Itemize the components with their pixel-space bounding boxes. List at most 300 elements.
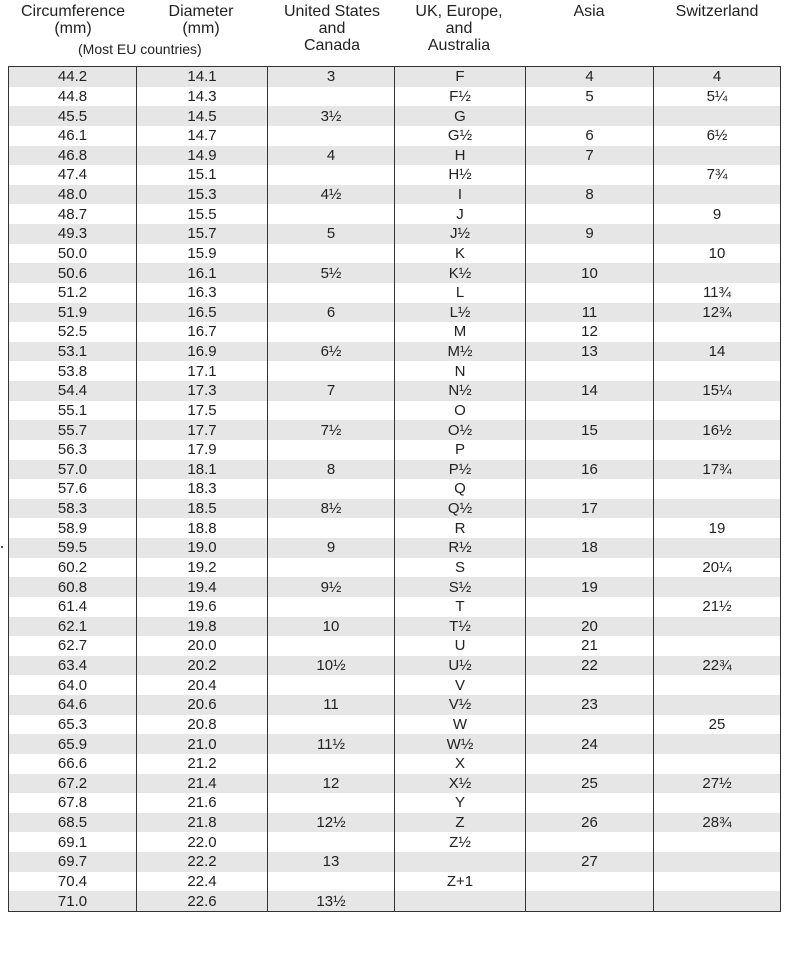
table-row <box>9 224 781 244</box>
diameter-cell: 21.2 <box>137 754 268 774</box>
table-row <box>9 499 781 519</box>
table-row <box>9 872 781 892</box>
diameter-cell: 22.0 <box>137 832 268 852</box>
circumference-cell: 57.0 <box>9 460 137 480</box>
table-row <box>9 263 781 283</box>
asia-size-cell: 23 <box>526 695 654 715</box>
asia-size-cell: 15 <box>526 420 654 440</box>
uk-size-cell: J <box>395 204 526 224</box>
header-circumference-note: (Most EU countries) <box>78 41 202 57</box>
us-size-cell: 8 <box>268 460 395 480</box>
diameter-cell: 15.1 <box>137 165 268 185</box>
table-row <box>9 852 781 872</box>
diameter-cell: 20.6 <box>137 695 268 715</box>
circumference-cell: 60.2 <box>9 558 137 578</box>
circumference-cell: 65.9 <box>9 734 137 754</box>
swiss-size-cell: 28¾ <box>654 813 781 833</box>
diameter-cell: 14.3 <box>137 87 268 107</box>
header-uk-line3: Australia <box>427 37 491 54</box>
us-size-cell: 12 <box>268 774 395 794</box>
us-size-cell <box>268 675 395 695</box>
swiss-size-cell: 6½ <box>654 126 781 146</box>
asia-size-cell: 14 <box>526 381 654 401</box>
table-row <box>9 832 781 852</box>
asia-size-cell <box>526 106 654 126</box>
diameter-cell: 18.8 <box>137 518 268 538</box>
table-row <box>9 538 781 558</box>
asia-size-cell: 9 <box>526 224 654 244</box>
circumference-cell: 64.0 <box>9 675 137 695</box>
diameter-cell: 16.3 <box>137 283 268 303</box>
table-row <box>9 67 781 87</box>
us-size-cell <box>268 165 395 185</box>
swiss-size-cell: 16½ <box>654 420 781 440</box>
diameter-cell: 17.7 <box>137 420 268 440</box>
circumference-cell: 50.0 <box>9 244 137 264</box>
us-size-cell: 13½ <box>268 891 395 911</box>
swiss-size-cell: 10 <box>654 244 781 264</box>
asia-size-cell <box>526 204 654 224</box>
diameter-cell: 16.9 <box>137 342 268 362</box>
diameter-cell: 15.7 <box>137 224 268 244</box>
asia-size-cell <box>526 597 654 617</box>
circumference-cell: 67.8 <box>9 793 137 813</box>
us-size-cell <box>268 715 395 735</box>
swiss-size-cell <box>654 891 781 911</box>
swiss-size-cell <box>654 361 781 381</box>
header-us-canada <box>267 3 397 54</box>
table-row <box>9 185 781 205</box>
asia-size-cell: 27 <box>526 852 654 872</box>
asia-size-cell <box>526 518 654 538</box>
header-asia-line1: Asia <box>573 3 605 20</box>
uk-size-cell: Z+1 <box>395 872 526 892</box>
us-size-cell: 6½ <box>268 342 395 362</box>
header-circumference-line2: (mm) <box>54 20 92 37</box>
uk-size-cell: U <box>395 636 526 656</box>
table-row <box>9 244 781 264</box>
asia-size-cell <box>526 479 654 499</box>
us-size-cell: 4 <box>268 146 395 166</box>
swiss-size-cell <box>654 754 781 774</box>
uk-size-cell: L½ <box>395 303 526 323</box>
uk-size-cell <box>395 852 526 872</box>
diameter-cell: 17.3 <box>137 381 268 401</box>
uk-size-cell: Z <box>395 813 526 833</box>
circumference-cell: 44.2 <box>9 67 137 87</box>
asia-size-cell: 13 <box>526 342 654 362</box>
swiss-size-cell: 19 <box>654 518 781 538</box>
swiss-size-cell: 12¾ <box>654 303 781 323</box>
header-circumference <box>8 3 138 37</box>
diameter-cell: 21.4 <box>137 774 268 794</box>
asia-size-cell <box>526 558 654 578</box>
table-row <box>9 440 781 460</box>
asia-size-cell: 16 <box>526 460 654 480</box>
uk-size-cell: K½ <box>395 263 526 283</box>
us-size-cell: 10½ <box>268 656 395 676</box>
header-uk-line1: UK, Europe, <box>415 3 503 20</box>
uk-size-cell: R <box>395 518 526 538</box>
asia-size-cell: 24 <box>526 734 654 754</box>
circumference-cell: 69.7 <box>9 852 137 872</box>
table-row <box>9 146 781 166</box>
circumference-cell: 51.9 <box>9 303 137 323</box>
swiss-size-cell <box>654 106 781 126</box>
diameter-cell: 20.4 <box>137 675 268 695</box>
us-size-cell <box>268 87 395 107</box>
circumference-cell: 55.1 <box>9 401 137 421</box>
asia-size-cell: 12 <box>526 322 654 342</box>
swiss-size-cell <box>654 852 781 872</box>
us-size-cell: 4½ <box>268 185 395 205</box>
diameter-cell: 14.7 <box>137 126 268 146</box>
asia-size-cell: 26 <box>526 813 654 833</box>
circumference-cell: 44.8 <box>9 87 137 107</box>
table-row <box>9 636 781 656</box>
circumference-cell: 69.1 <box>9 832 137 852</box>
swiss-size-cell <box>654 263 781 283</box>
diameter-cell: 17.5 <box>137 401 268 421</box>
swiss-size-cell <box>654 479 781 499</box>
circumference-cell: 57.6 <box>9 479 137 499</box>
table-row <box>9 813 781 833</box>
diameter-cell: 14.1 <box>137 67 268 87</box>
header-uk-europe-australia <box>394 3 524 54</box>
asia-size-cell: 18 <box>526 538 654 558</box>
us-size-cell: 9½ <box>268 577 395 597</box>
us-size-cell <box>268 479 395 499</box>
diameter-cell: 21.6 <box>137 793 268 813</box>
asia-size-cell <box>526 361 654 381</box>
swiss-size-cell: 17¾ <box>654 460 781 480</box>
table-row <box>9 695 781 715</box>
table-row <box>9 303 781 323</box>
diameter-cell: 15.5 <box>137 204 268 224</box>
circumference-cell: 55.7 <box>9 420 137 440</box>
uk-size-cell: G½ <box>395 126 526 146</box>
uk-size-cell: P½ <box>395 460 526 480</box>
us-size-cell <box>268 793 395 813</box>
circumference-cell: 67.2 <box>9 774 137 794</box>
asia-size-cell <box>526 675 654 695</box>
asia-size-cell <box>526 244 654 264</box>
uk-size-cell: T <box>395 597 526 617</box>
stray-dot <box>1 546 3 548</box>
table-row <box>9 361 781 381</box>
uk-size-cell: Z½ <box>395 832 526 852</box>
swiss-size-cell <box>654 617 781 637</box>
us-size-cell: 5 <box>268 224 395 244</box>
us-size-cell <box>268 597 395 617</box>
diameter-cell: 21.8 <box>137 813 268 833</box>
asia-size-cell <box>526 165 654 185</box>
circumference-cell: 54.4 <box>9 381 137 401</box>
uk-size-cell: H½ <box>395 165 526 185</box>
ring-size-table <box>8 66 781 912</box>
diameter-cell: 16.5 <box>137 303 268 323</box>
header-diameter-line2: (mm) <box>182 20 220 37</box>
asia-size-cell: 25 <box>526 774 654 794</box>
us-size-cell <box>268 440 395 460</box>
swiss-size-cell: 4 <box>654 67 781 87</box>
diameter-cell: 16.1 <box>137 263 268 283</box>
us-size-cell: 7½ <box>268 420 395 440</box>
diameter-cell: 18.5 <box>137 499 268 519</box>
uk-size-cell: I <box>395 185 526 205</box>
uk-size-cell: S½ <box>395 577 526 597</box>
us-size-cell: 7 <box>268 381 395 401</box>
uk-size-cell: W½ <box>395 734 526 754</box>
us-size-cell <box>268 126 395 146</box>
asia-size-cell <box>526 832 654 852</box>
circumference-cell: 68.5 <box>9 813 137 833</box>
header-asia <box>525 3 653 20</box>
asia-size-cell <box>526 715 654 735</box>
swiss-size-cell <box>654 577 781 597</box>
header-circumference-line1: Circumference <box>20 3 126 20</box>
swiss-size-cell <box>654 793 781 813</box>
table-row <box>9 891 781 911</box>
asia-size-cell: 11 <box>526 303 654 323</box>
asia-size-cell <box>526 440 654 460</box>
uk-size-cell: N½ <box>395 381 526 401</box>
swiss-size-cell: 25 <box>654 715 781 735</box>
circumference-cell: 66.6 <box>9 754 137 774</box>
table-row <box>9 577 781 597</box>
asia-size-cell <box>526 793 654 813</box>
diameter-cell: 15.9 <box>137 244 268 264</box>
circumference-cell: 65.3 <box>9 715 137 735</box>
uk-size-cell: Q <box>395 479 526 499</box>
diameter-cell: 20.8 <box>137 715 268 735</box>
header-switzerland <box>653 3 781 20</box>
circumference-cell: 70.4 <box>9 872 137 892</box>
uk-size-cell <box>395 891 526 911</box>
uk-size-cell: J½ <box>395 224 526 244</box>
us-size-cell <box>268 401 395 421</box>
swiss-size-cell: 27½ <box>654 774 781 794</box>
uk-size-cell: O½ <box>395 420 526 440</box>
swiss-size-cell: 21½ <box>654 597 781 617</box>
asia-size-cell <box>526 283 654 303</box>
us-size-cell <box>268 636 395 656</box>
circumference-cell: 58.9 <box>9 518 137 538</box>
swiss-size-cell: 20¼ <box>654 558 781 578</box>
asia-size-cell: 20 <box>526 617 654 637</box>
diameter-cell: 14.5 <box>137 106 268 126</box>
swiss-size-cell <box>654 734 781 754</box>
us-size-cell: 11 <box>268 695 395 715</box>
asia-size-cell: 10 <box>526 263 654 283</box>
diameter-cell: 14.9 <box>137 146 268 166</box>
diameter-cell: 19.8 <box>137 617 268 637</box>
uk-size-cell: V <box>395 675 526 695</box>
header-diameter-line1: Diameter <box>168 3 234 20</box>
us-size-cell: 9 <box>268 538 395 558</box>
us-size-cell <box>268 361 395 381</box>
asia-size-cell: 4 <box>526 67 654 87</box>
uk-size-cell: Y <box>395 793 526 813</box>
table-row <box>9 656 781 676</box>
header-uk-line2: and <box>445 20 473 37</box>
uk-size-cell: X½ <box>395 774 526 794</box>
uk-size-cell: V½ <box>395 695 526 715</box>
swiss-size-cell: 5¼ <box>654 87 781 107</box>
table-row <box>9 322 781 342</box>
diameter-cell: 22.6 <box>137 891 268 911</box>
table-row <box>9 342 781 362</box>
circumference-cell: 71.0 <box>9 891 137 911</box>
swiss-size-cell <box>654 499 781 519</box>
circumference-cell: 62.7 <box>9 636 137 656</box>
circumference-cell: 59.5 <box>9 538 137 558</box>
asia-size-cell: 6 <box>526 126 654 146</box>
swiss-size-cell <box>654 675 781 695</box>
swiss-size-cell <box>654 224 781 244</box>
circumference-cell: 49.3 <box>9 224 137 244</box>
asia-size-cell: 7 <box>526 146 654 166</box>
diameter-cell: 22.4 <box>137 872 268 892</box>
swiss-size-cell <box>654 832 781 852</box>
us-size-cell <box>268 558 395 578</box>
uk-size-cell: S <box>395 558 526 578</box>
circumference-cell: 58.3 <box>9 499 137 519</box>
uk-size-cell: M <box>395 322 526 342</box>
swiss-size-cell: 22¾ <box>654 656 781 676</box>
circumference-cell: 53.1 <box>9 342 137 362</box>
us-size-cell <box>268 204 395 224</box>
table-row <box>9 675 781 695</box>
asia-size-cell <box>526 754 654 774</box>
uk-size-cell: O <box>395 401 526 421</box>
swiss-size-cell <box>654 322 781 342</box>
table-row <box>9 126 781 146</box>
table-row <box>9 460 781 480</box>
circumference-cell: 52.5 <box>9 322 137 342</box>
table-row <box>9 420 781 440</box>
uk-size-cell: N <box>395 361 526 381</box>
circumference-cell: 61.4 <box>9 597 137 617</box>
diameter-cell: 20.0 <box>137 636 268 656</box>
uk-size-cell: W <box>395 715 526 735</box>
circumference-cell: 48.7 <box>9 204 137 224</box>
table-row <box>9 401 781 421</box>
table-row <box>9 518 781 538</box>
us-size-cell: 13 <box>268 852 395 872</box>
table-row <box>9 479 781 499</box>
table-row <box>9 165 781 185</box>
us-size-cell <box>268 283 395 303</box>
swiss-size-cell: 15¼ <box>654 381 781 401</box>
swiss-size-cell: 9 <box>654 204 781 224</box>
swiss-size-cell <box>654 695 781 715</box>
asia-size-cell: 8 <box>526 185 654 205</box>
diameter-cell: 17.9 <box>137 440 268 460</box>
table-header <box>8 0 782 64</box>
circumference-cell: 53.8 <box>9 361 137 381</box>
table-row <box>9 793 781 813</box>
us-size-cell <box>268 832 395 852</box>
diameter-cell: 19.2 <box>137 558 268 578</box>
uk-size-cell: K <box>395 244 526 264</box>
uk-size-cell: U½ <box>395 656 526 676</box>
us-size-cell: 11½ <box>268 734 395 754</box>
table-row <box>9 597 781 617</box>
us-size-cell: 8½ <box>268 499 395 519</box>
asia-size-cell <box>526 401 654 421</box>
diameter-cell: 19.6 <box>137 597 268 617</box>
asia-size-cell: 22 <box>526 656 654 676</box>
swiss-size-cell <box>654 538 781 558</box>
us-size-cell: 3 <box>268 67 395 87</box>
uk-size-cell: M½ <box>395 342 526 362</box>
table-row <box>9 774 781 794</box>
us-size-cell <box>268 754 395 774</box>
asia-size-cell: 17 <box>526 499 654 519</box>
circumference-cell: 63.4 <box>9 656 137 676</box>
header-us-line1: United States <box>283 3 381 20</box>
us-size-cell <box>268 518 395 538</box>
uk-size-cell: Q½ <box>395 499 526 519</box>
diameter-cell: 19.4 <box>137 577 268 597</box>
circumference-cell: 48.0 <box>9 185 137 205</box>
table-row <box>9 734 781 754</box>
header-us-line3: Canada <box>303 37 361 54</box>
circumference-cell: 45.5 <box>9 106 137 126</box>
table-row <box>9 204 781 224</box>
header-us-line2: and <box>318 20 346 37</box>
uk-size-cell: R½ <box>395 538 526 558</box>
asia-size-cell <box>526 872 654 892</box>
diameter-cell: 19.0 <box>137 538 268 558</box>
circumference-cell: 46.8 <box>9 146 137 166</box>
asia-size-cell: 21 <box>526 636 654 656</box>
circumference-cell: 51.2 <box>9 283 137 303</box>
asia-size-cell: 5 <box>526 87 654 107</box>
uk-size-cell: G <box>395 106 526 126</box>
header-swiss-line1: Switzerland <box>675 3 759 20</box>
swiss-size-cell <box>654 440 781 460</box>
circumference-cell: 62.1 <box>9 617 137 637</box>
diameter-cell: 15.3 <box>137 185 268 205</box>
table-row <box>9 106 781 126</box>
swiss-size-cell <box>654 185 781 205</box>
diameter-cell: 22.2 <box>137 852 268 872</box>
diameter-cell: 18.3 <box>137 479 268 499</box>
asia-size-cell <box>526 891 654 911</box>
circumference-cell: 47.4 <box>9 165 137 185</box>
swiss-size-cell <box>654 872 781 892</box>
circumference-cell: 60.8 <box>9 577 137 597</box>
table-row <box>9 754 781 774</box>
table-row <box>9 381 781 401</box>
us-size-cell <box>268 244 395 264</box>
diameter-cell: 17.1 <box>137 361 268 381</box>
circumference-cell: 46.1 <box>9 126 137 146</box>
swiss-size-cell <box>654 146 781 166</box>
uk-size-cell: F½ <box>395 87 526 107</box>
uk-size-cell: P <box>395 440 526 460</box>
swiss-size-cell: 14 <box>654 342 781 362</box>
uk-size-cell: F <box>395 67 526 87</box>
swiss-size-cell: 11¾ <box>654 283 781 303</box>
us-size-cell: 10 <box>268 617 395 637</box>
diameter-cell: 21.0 <box>137 734 268 754</box>
diameter-cell: 20.2 <box>137 656 268 676</box>
swiss-size-cell <box>654 401 781 421</box>
uk-size-cell: X <box>395 754 526 774</box>
